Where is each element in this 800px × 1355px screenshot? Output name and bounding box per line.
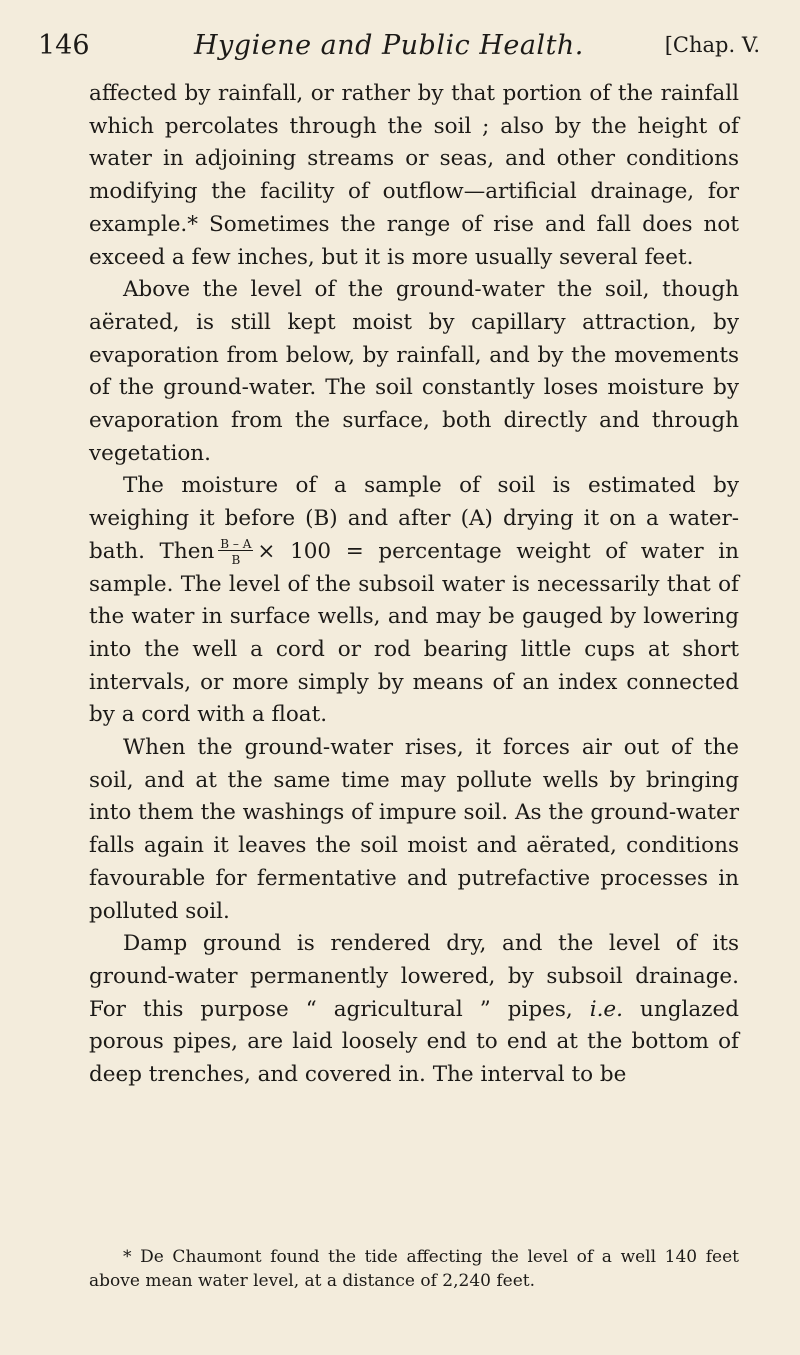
- weight-before-symbol: B: [313, 506, 330, 532]
- running-title: Hygiene and Public Health.: [194, 30, 584, 61]
- footnote-text: * De Chaumont found the tide affecting the level of a well 140 feet above mean water level, at a distance of 2,240 feet.: [89, 1247, 739, 1291]
- paragraph-2: Above the level of the ground-water the soil, though aërated, is still kept moist by capillary attraction, by evaporation from below, by rainfall, and by the movements of the ground-water. The soil constantly loses moisture by evaporation from the surface, both directly and through vegetation.: [89, 277, 739, 466]
- p5-text-a: Damp ground is rendered dry, and the level of its ground-water permanently lowered, by subsoil drainage. For this purpose “ agricultural ” pipes,: [89, 931, 739, 1022]
- fraction-denominator: B: [231, 552, 241, 567]
- p3-text-e: ) drying it on a water-bath. Then: [89, 506, 740, 564]
- paragraph-1: affected by rainfall, or rather by that portion of the rainfall which percolates through the soil ; also by the height of water in adjoining streams or seas, and other conditions modifying the facility of outflow—artificial drainage, for example.* Sometimes the range of rise and fall does not exceed a few inches, but it is more usually several feet.: [89, 81, 739, 270]
- p3-text-c: ) and after (: [329, 506, 470, 532]
- page-number: 146: [38, 30, 90, 61]
- p5-ie: i.e.: [589, 996, 623, 1022]
- weight-after-symbol: A: [469, 506, 485, 532]
- paragraph-4: When the ground-water rises, it forces air out of the soil, and at the same time may pollute wells by bringing into them the washings of impure soil. As the ground-water falls again it leaves the soil moist and aërated, conditions favourable for fermentative and putrefactive processes in polluted soil.: [89, 735, 739, 924]
- p3-text-a: The moisture of a sample of soil is estimated by weighing it before (: [89, 473, 739, 532]
- running-header: [38, 30, 760, 70]
- footnote: [89, 1245, 739, 1293]
- p3-text-f: × 100 = percentage weight of water in sample. The level of the subsoil water is necessarily that of the water in surface wells, and may be gauged by lowering into the well a cord or rod bearing little cups at short intervals, or more simply by means of an index connected by a cord with a float.: [89, 538, 739, 728]
- formula-fraction: [218, 538, 253, 566]
- body-text: [89, 78, 739, 1092]
- paragraph-5: [89, 928, 739, 1092]
- fraction-numerator: B – A: [220, 536, 252, 551]
- p5-text-b: unglazed porous pipes, are laid loosely end to end at the bottom of deep trenches, and covered in. The interval to be: [89, 996, 739, 1088]
- chapter-label: [Chap. V.: [664, 33, 760, 57]
- paragraph-3: [89, 470, 739, 732]
